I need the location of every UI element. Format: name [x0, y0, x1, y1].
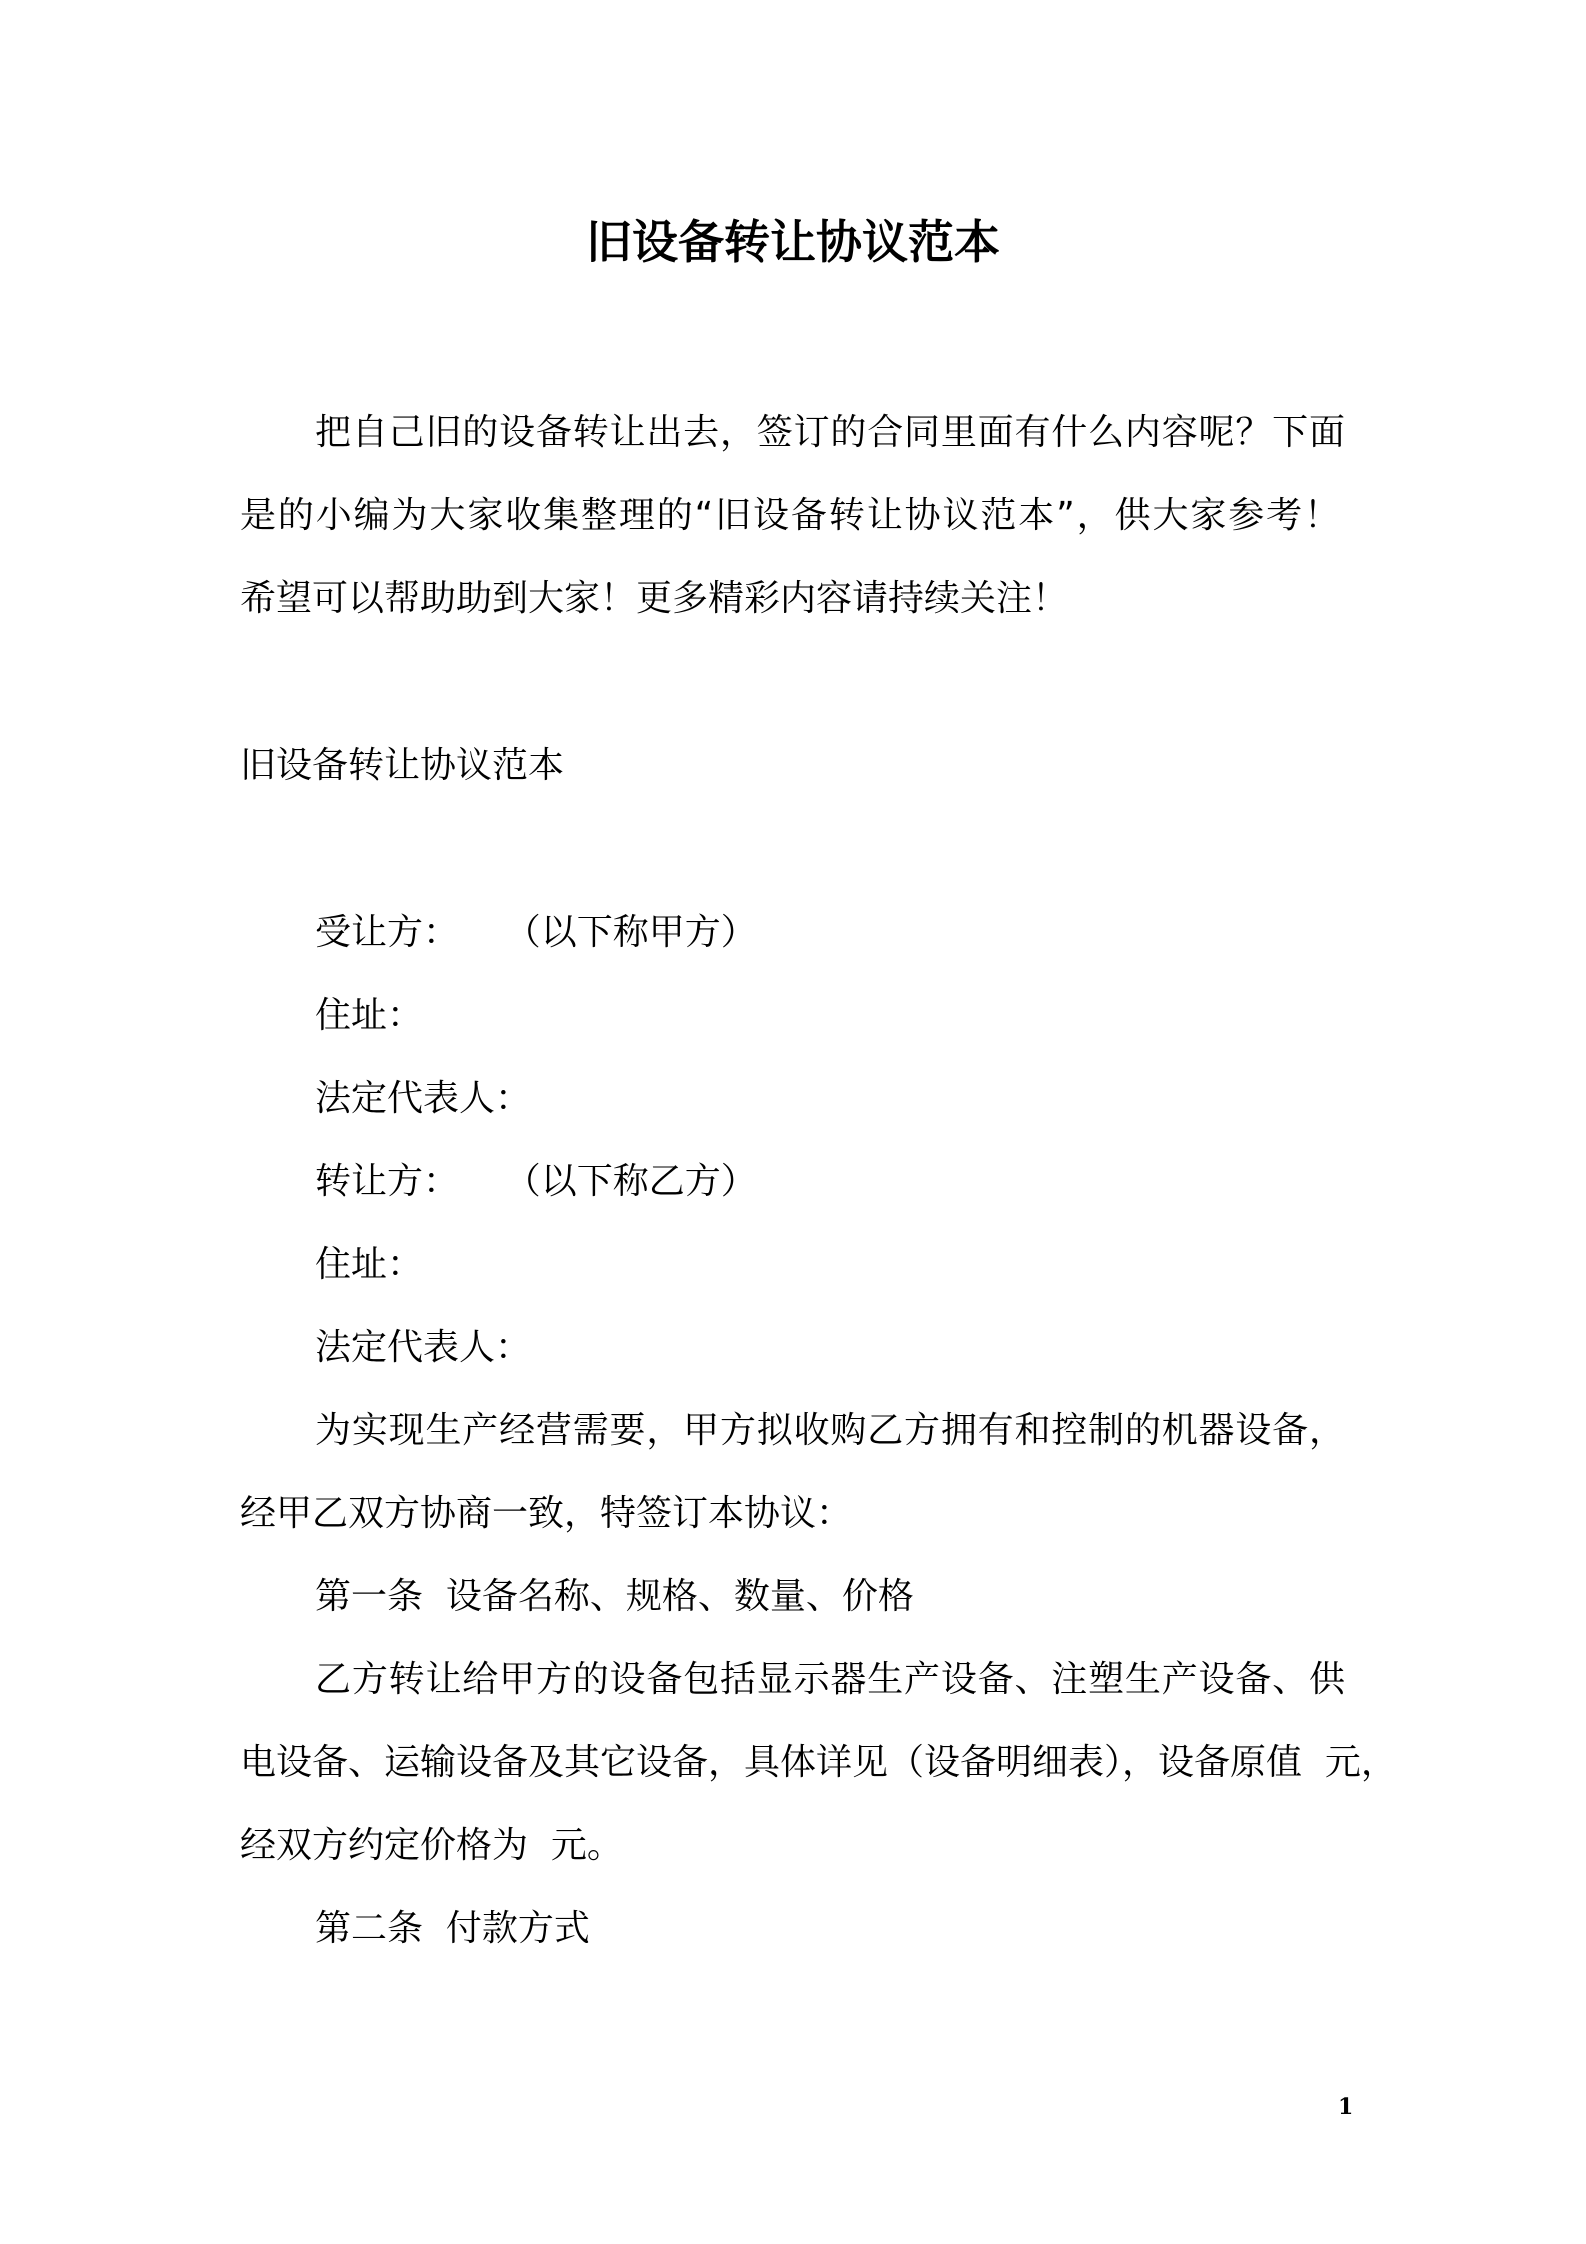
intro-line-2: 是的小编为大家收集整理的“旧设备转让协议范本”，供大家参考！ [240, 495, 1340, 536]
article-1-line-1: 乙方转让给甲方的设备包括显示器生产设备、注塑生产设备、供 [315, 1659, 1345, 1700]
document-title: 旧设备转让协议范本 [586, 215, 1000, 269]
article-1-line-3: 经双方约定价格为 元。 [240, 1825, 623, 1866]
purpose-line-1: 为实现生产经营需要，甲方拟收购乙方拥有和控制的机器设备， [315, 1410, 1345, 1451]
intro-line-1: 把自己旧的设备转让出去，签订的合同里面有什么内容呢？下面 [315, 412, 1345, 453]
party-transferee-address: 住址： [315, 995, 424, 1036]
party-transferee-representative: 法定代表人： [315, 1078, 532, 1119]
party-transferor-address: 住址： [315, 1244, 424, 1285]
section-heading: 旧设备转让协议范本 [240, 745, 565, 786]
intro-line-3: 希望可以帮助助到大家！更多精彩内容请持续关注！ [240, 578, 1069, 619]
article-1-heading: 第一条 设备名称、规格、数量、价格 [315, 1576, 914, 1617]
party-transferee: 受让方： （以下称甲方） [315, 912, 757, 953]
article-1-line-2: 电设备、运输设备及其它设备，具体详见（设备明细表），设备原值 元， [240, 1742, 1397, 1783]
page-number: 1 [1338, 2094, 1354, 2120]
party-transferor: 转让方： （以下称乙方） [315, 1161, 757, 1202]
purpose-line-2: 经甲乙双方协商一致，特签订本协议： [240, 1493, 853, 1534]
party-transferor-representative: 法定代表人： [315, 1327, 532, 1368]
article-2-heading: 第二条 付款方式 [315, 1908, 590, 1949]
